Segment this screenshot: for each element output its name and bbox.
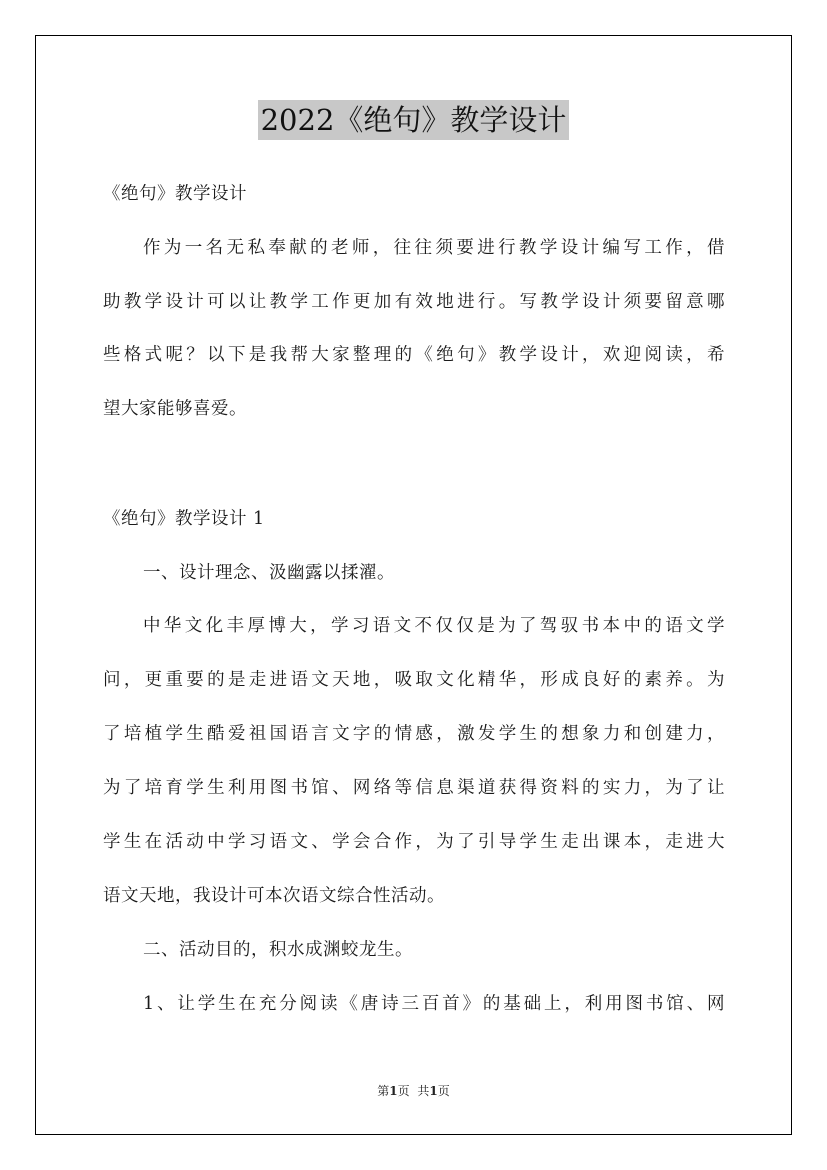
paragraph-line: 一、设计理念、汲幽露以揉濯。 (143, 563, 395, 583)
paragraph-line: 了培植学生酷爱祖国语言文字的情感，激发学生的想象力和创建力， (103, 724, 725, 744)
paragraph-line: 望大家能够喜爱。 (103, 399, 247, 419)
title-container (0, 100, 827, 140)
footer-page-number: 1 (389, 1084, 398, 1098)
paragraph-line: 作为一名无私奉献的老师，往往须要进行教学设计编写工作，借 (143, 238, 725, 258)
footer-page-prefix: 第 (377, 1084, 390, 1098)
paragraph-line: 学生在活动中学习语文、学会合作，为了引导学生走出课本，走进大 (103, 832, 725, 852)
paragraph-line: 中华文化丰厚博大，学习语文不仅仅是为了驾驭书本中的语文学 (143, 616, 725, 636)
paragraph-line: 问，更重要的是走进语文天地，吸取文化精华，形成良好的素养。为 (103, 670, 725, 690)
footer-total-suffix: 页 (437, 1084, 450, 1098)
paragraph-line: 为了培育学生利用图书馆、网络等信息渠道获得资料的实力，为了让 (103, 778, 725, 798)
footer-page-suffix: 页 (397, 1084, 410, 1098)
paragraph-line: 助教学设计可以让教学工作更加有效地进行。写教学设计须要留意哪 (103, 292, 725, 312)
footer-total-prefix: 共 (417, 1084, 430, 1098)
paragraph-line: 些格式呢？以下是我帮大家整理的《绝句》教学设计，欢迎阅读，希 (103, 345, 725, 365)
subtitle-line: 《绝句》教学设计 (103, 184, 247, 204)
paragraph-line: 二、活动目的，积水成渊蛟龙生。 (143, 940, 413, 960)
page-footer (0, 1082, 827, 1099)
section-heading: 《绝句》教学设计 1 (103, 509, 265, 529)
document-title: 2022《绝句》教学设计 (258, 100, 570, 140)
paragraph-line: 1、让学生在充分阅读《唐诗三百首》的基础上，利用图书馆、网 (143, 994, 725, 1014)
footer-total-number: 1 (429, 1084, 438, 1098)
paragraph-line: 语文天地，我设计可本次语文综合性活动。 (103, 886, 445, 906)
